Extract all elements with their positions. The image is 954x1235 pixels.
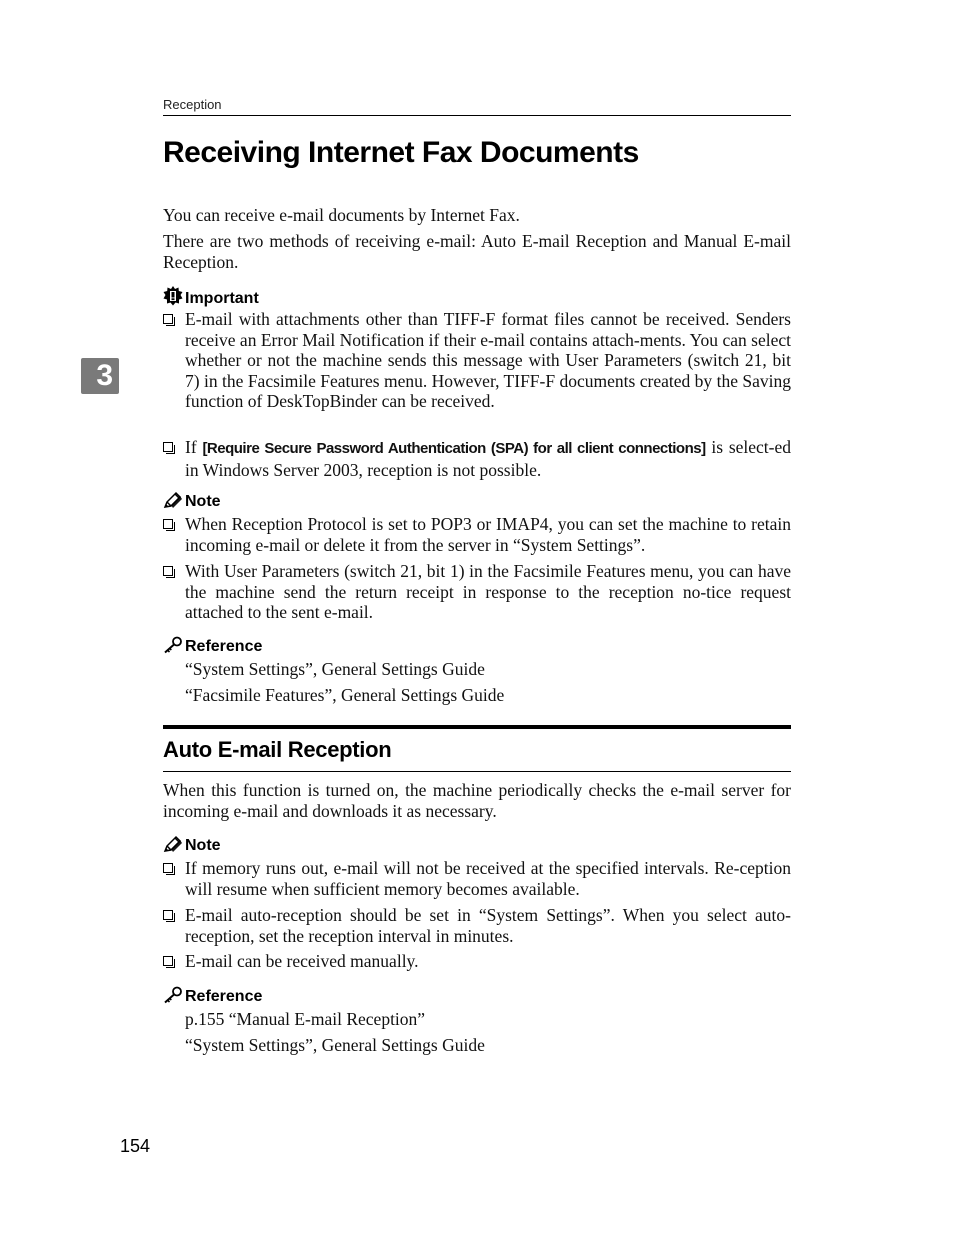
chapter-tab bbox=[81, 358, 119, 394]
pencil-icon bbox=[163, 835, 183, 859]
important-heading bbox=[163, 286, 259, 306]
note-label-1: Note bbox=[185, 493, 221, 510]
note-label-2: Note bbox=[185, 837, 221, 854]
checkbox-bullet-icon bbox=[163, 442, 173, 452]
note2-item-3 bbox=[163, 951, 791, 972]
important-item-1 bbox=[163, 309, 791, 412]
section-title: Auto E-mail Reception bbox=[163, 737, 392, 762]
chapter-number: 3 bbox=[96, 359, 113, 392]
checkbox-bullet-icon bbox=[163, 910, 173, 920]
note2-item-1-text: If memory runs out, e-mail will not be received at the specified intervals. Re-ception will resume when sufficient memory becomes available. bbox=[185, 858, 791, 899]
reference2-item-2: “System Settings”, General Settings Guide bbox=[185, 1035, 485, 1055]
reference2-item-1[interactable]: p.155 “Manual E-mail Reception” bbox=[185, 1009, 426, 1029]
reference1-item-1: “System Settings”, General Settings Guide bbox=[185, 659, 485, 679]
note2-item-2-text: E-mail auto-reception should be set in “System Settings”. When you select auto-reception, set the reception interval in minutes. bbox=[185, 905, 791, 946]
page-title: Receiving Internet Fax Documents bbox=[163, 136, 639, 169]
reference-label-2: Reference bbox=[185, 988, 263, 1005]
spa-setting-name: [Require Secure Password Authentication (SPA) for all client connections] bbox=[202, 440, 706, 457]
note-heading-2 bbox=[163, 835, 221, 855]
important-item-2-text bbox=[185, 437, 791, 480]
checkbox-bullet-icon bbox=[163, 956, 173, 966]
running-header: Reception bbox=[163, 97, 222, 112]
key-icon bbox=[163, 986, 183, 1010]
note2-item-1 bbox=[163, 858, 791, 899]
note2-item-3-text: E-mail can be received manually. bbox=[185, 951, 419, 971]
reference-label-1: Reference bbox=[185, 638, 263, 655]
checkbox-bullet-icon bbox=[163, 519, 173, 529]
reference-heading-1 bbox=[163, 636, 262, 656]
key-icon bbox=[163, 636, 183, 660]
checkbox-bullet-icon bbox=[163, 314, 173, 324]
important-label: Important bbox=[185, 290, 259, 307]
checkbox-bullet-icon bbox=[163, 863, 173, 873]
note1-item-1-text: When Reception Protocol is set to POP3 or IMAP4, you can set the machine to retain incoming e-mail or delete it from the server in “System Settings”. bbox=[185, 514, 791, 555]
note-heading-1 bbox=[163, 491, 221, 511]
note1-item-1 bbox=[163, 514, 791, 555]
section-rule-bottom bbox=[163, 771, 791, 772]
pencil-icon bbox=[163, 491, 183, 515]
intro-paragraph-2: There are two methods of receiving e-mail: Auto E-mail Reception and Manual E-mail Reception. bbox=[163, 231, 791, 272]
header-rule bbox=[163, 115, 791, 116]
important-item-2 bbox=[163, 437, 791, 480]
note1-item-2-text: With User Parameters (switch 21, bit 1) in the Facsimile Features menu, you can have the machine send the return receipt in response to the reception no-tice request attached to the sent e-mail. bbox=[185, 561, 791, 622]
reference1-item-2: “Facsimile Features”, General Settings Guide bbox=[185, 685, 505, 705]
important-item-2-post: is select-ed in Windows Server 2003, reception is not possible. bbox=[185, 437, 792, 480]
section-rule-top bbox=[163, 725, 791, 729]
checkbox-bullet-icon bbox=[163, 566, 173, 576]
intro-paragraph-1: You can receive e-mail documents by Internet Fax. bbox=[163, 205, 520, 225]
note1-item-2 bbox=[163, 561, 791, 623]
important-item-1-text: E-mail with attachments other than TIFF-F format files cannot be received. Senders receive an Error Mail Notification if their e-mail contains attach-ments. You can select whether or not the machine sends this message with User Parameters (switch 21, bit 7) in the Facsimile Features menu. However, TIFF-F documents created by the Saving function of DeskTopBinder can be received. bbox=[185, 309, 791, 411]
important-item-2-pre: If bbox=[185, 437, 203, 457]
note2-item-2 bbox=[163, 905, 791, 946]
section-body: When this function is turned on, the machine periodically checks the e-mail server for incoming e-mail and downloads it as necessary. bbox=[163, 780, 791, 821]
reference-heading-2 bbox=[163, 986, 262, 1006]
page-number: 154 bbox=[120, 1136, 151, 1156]
